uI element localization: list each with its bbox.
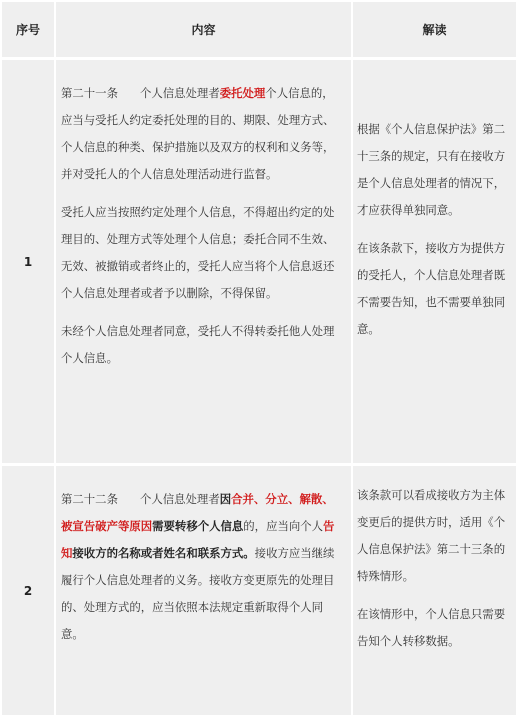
row-1-paragraph-3: 未经个人信息处理者同意，受托人不得转委托他人处理个人信息。 (61, 324, 335, 365)
row-2-paragraph-1: 第二十二条 个人信息处理者因合并、分立、解散、被宣告破产等原因需要转移个人信息的，应当向个人告知接收方的名称或者姓名和联系方式。接收方应当继续履行个人信息处理者的义务。接收方变更原先的处理目的、处理方式的，应当依照本法规定重新取得个人同意。 (61, 492, 335, 641)
row-1-content (56, 60, 351, 463)
header-index: 序号 (2, 2, 54, 57)
row-2-reading-1: 该条款可以看成接收方为主体变更后的提供方时，适用《个人信息保护法》第二十三条的特殊情形。 (357, 488, 506, 583)
article-22-label: 第二十二条 (61, 492, 118, 506)
row-2-interpretation (353, 466, 516, 715)
header-interpretation: 解读 (353, 2, 516, 57)
highlight-entrusted-processing: 委托处理 (219, 86, 266, 100)
highlight-inform: 告知 (61, 519, 335, 560)
row-1-interpretation (353, 60, 516, 463)
row-1-paragraph-2: 受托人应当按照约定处理个人信息，不得超出约定的处理目的、处理方式等处理个人信息；委托合同不生效、无效、被撤销或者终止的，受托人应当将个人信息返还个人信息处理者或者予以删除，不得保留。 (61, 205, 335, 300)
row-2-content (56, 466, 351, 715)
row-1-reading-1: 根据《个人信息保护法》第二十三条的规定，只有在接收方是个人信息处理者的情况下，才应获得单独同意。 (357, 122, 506, 217)
row-2-reading-2: 在该情形中，个人信息只需要告知个人转移数据。 (357, 607, 506, 648)
row-1-reading-2: 在该条款下，接收方为提供方的受托人，个人信息处理者既不需要告知，也不需要单独同意。 (357, 241, 506, 336)
row-2-index: 2 (2, 466, 54, 715)
row-1-index: 1 (2, 60, 54, 463)
header-content: 内容 (56, 2, 351, 57)
row-1-paragraph-1: 第二十一条 个人信息处理者委托处理个人信息的，应当与受托人约定委托处理的目的、期限、处理方式、个人信息的种类、保护措施以及双方的权利和义务等，并对受托人的个人信息处理活动进行监督。 (61, 86, 335, 181)
article-21-label: 第二十一条 (61, 86, 118, 100)
highlight-merger-reasons: 合并、分立、解散、被宣告破产等原因 (61, 492, 334, 533)
